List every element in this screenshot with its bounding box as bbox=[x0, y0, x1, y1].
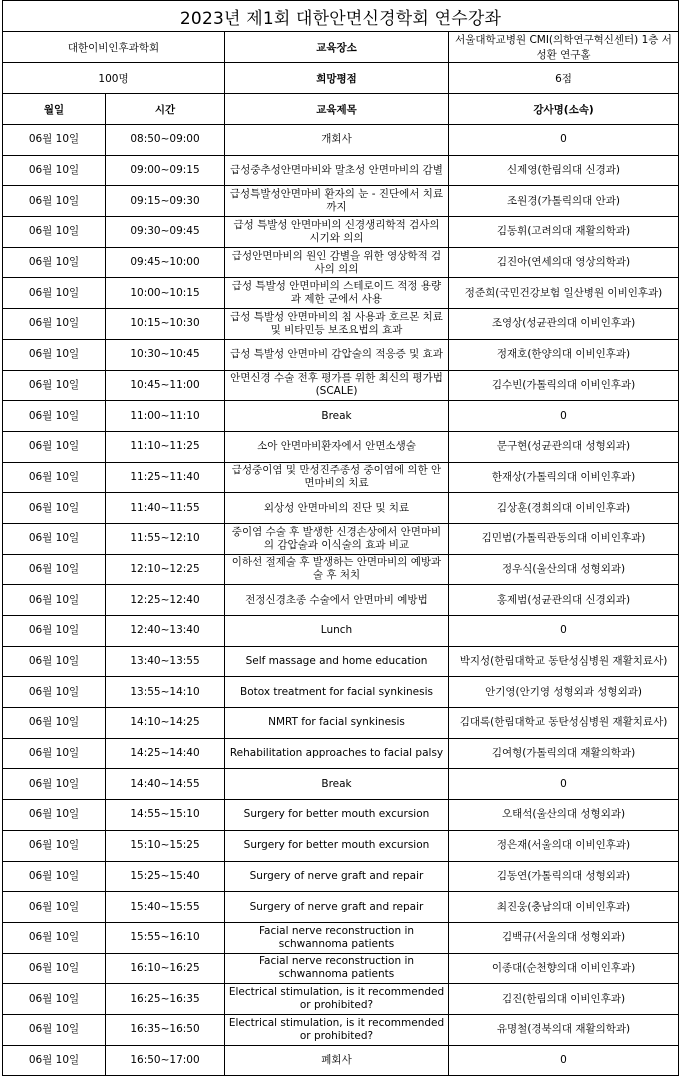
date-cell: 06월 10일 bbox=[3, 1045, 106, 1076]
lecturer-cell: 김대록(한림대학교 동탄성심병원 재활치료사) bbox=[449, 708, 679, 739]
time-cell: 10:00~10:15 bbox=[106, 278, 225, 309]
schedule-rows bbox=[3, 125, 679, 1076]
topic-cell: 전정신경초종 수술에서 안면마비 예방법 bbox=[225, 585, 449, 616]
lecturer-cell: 0 bbox=[449, 616, 679, 647]
header-date: 월일 bbox=[3, 94, 106, 125]
date-cell: 06월 10일 bbox=[3, 125, 106, 156]
time-cell: 14:40~14:55 bbox=[106, 769, 225, 800]
time-cell: 12:40~13:40 bbox=[106, 616, 225, 647]
table-row bbox=[3, 278, 679, 309]
table-row bbox=[3, 585, 679, 616]
schedule-table bbox=[2, 0, 679, 1076]
time-cell: 16:35~16:50 bbox=[106, 1014, 225, 1045]
lecturer-cell: 홍제범(성균관의대 신경외과) bbox=[449, 585, 679, 616]
date-cell: 06월 10일 bbox=[3, 922, 106, 953]
table-row bbox=[3, 125, 679, 156]
table-row bbox=[3, 769, 679, 800]
date-cell: 06월 10일 bbox=[3, 769, 106, 800]
table-row bbox=[3, 1014, 679, 1045]
table-row bbox=[3, 554, 679, 585]
date-cell: 06월 10일 bbox=[3, 339, 106, 370]
page-title: 2023년 제1회 대한안면신경학회 연수강좌 bbox=[3, 1, 679, 32]
date-cell: 06월 10일 bbox=[3, 493, 106, 524]
lecturer-cell: 0 bbox=[449, 1045, 679, 1076]
time-cell: 11:25~11:40 bbox=[106, 462, 225, 493]
date-cell: 06월 10일 bbox=[3, 462, 106, 493]
date-cell: 06월 10일 bbox=[3, 523, 106, 554]
dept-cell: 대한이비인후과학회 bbox=[3, 32, 225, 63]
time-cell: 09:45~10:00 bbox=[106, 247, 225, 278]
time-cell: 11:40~11:55 bbox=[106, 493, 225, 524]
date-cell: 06월 10일 bbox=[3, 646, 106, 677]
topic-cell: Facial nerve reconstruction in schwannoma patients bbox=[225, 922, 449, 953]
header-time: 시간 bbox=[106, 94, 225, 125]
date-cell: 06월 10일 bbox=[3, 953, 106, 984]
table-row bbox=[3, 370, 679, 401]
topic-cell: 외상성 안면마비의 진단 및 치료 bbox=[225, 493, 449, 524]
table-row bbox=[3, 309, 679, 340]
topic-cell: Facial nerve reconstruction in schwannoma patients bbox=[225, 953, 449, 984]
table-row bbox=[3, 217, 679, 248]
lecturer-cell: 유명철(경북의대 재활의학과) bbox=[449, 1014, 679, 1045]
topic-cell: 급성중추성안면마비와 말초성 안면마비의 감별 bbox=[225, 155, 449, 186]
date-cell: 06월 10일 bbox=[3, 247, 106, 278]
topic-cell: Lunch bbox=[225, 616, 449, 647]
lecturer-cell: 신제영(한림의대 신경과) bbox=[449, 155, 679, 186]
topic-cell: Botox treatment for facial synkinesis bbox=[225, 677, 449, 708]
time-cell: 15:40~15:55 bbox=[106, 892, 225, 923]
time-cell: 12:25~12:40 bbox=[106, 585, 225, 616]
time-cell: 14:10~14:25 bbox=[106, 708, 225, 739]
lecturer-cell: 한재상(가톨릭의대 이비인후과) bbox=[449, 462, 679, 493]
table-row bbox=[3, 616, 679, 647]
time-cell: 09:15~09:30 bbox=[106, 186, 225, 217]
time-cell: 09:00~09:15 bbox=[106, 155, 225, 186]
topic-cell: Rehabilitation approaches to facial palsy bbox=[225, 738, 449, 769]
date-cell: 06월 10일 bbox=[3, 738, 106, 769]
date-cell: 06월 10일 bbox=[3, 309, 106, 340]
score-value: 6점 bbox=[449, 63, 679, 94]
topic-cell: 안면신경 수술 전후 평가를 위한 최신의 평가법(SCALE) bbox=[225, 370, 449, 401]
lecturer-cell: 조원경(가톨릭의대 안과) bbox=[449, 186, 679, 217]
table-row bbox=[3, 493, 679, 524]
time-cell: 11:00~11:10 bbox=[106, 401, 225, 432]
lecturer-cell: 0 bbox=[449, 769, 679, 800]
lecturer-cell: 김민범(가톨릭관동의대 이비인후과) bbox=[449, 523, 679, 554]
lecturer-cell: 오태석(울산의대 성형외과) bbox=[449, 800, 679, 831]
score-label: 희망평점 bbox=[225, 63, 449, 94]
table-row bbox=[3, 892, 679, 923]
topic-cell: Self massage and home education bbox=[225, 646, 449, 677]
lecturer-cell: 김진아(연세의대 영상의학과) bbox=[449, 247, 679, 278]
lecturer-cell: 문구현(성균관의대 성형외과) bbox=[449, 431, 679, 462]
time-cell: 13:55~14:10 bbox=[106, 677, 225, 708]
header-lecturer: 강사명(소속) bbox=[449, 94, 679, 125]
table-row bbox=[3, 677, 679, 708]
date-cell: 06월 10일 bbox=[3, 1014, 106, 1045]
lecturer-cell: 박지성(한림대학교 동탄성심병원 재활치료사) bbox=[449, 646, 679, 677]
table-row bbox=[3, 462, 679, 493]
lecturer-cell: 정준희(국민건강보험 일산병원 이비인후과) bbox=[449, 278, 679, 309]
time-cell: 11:55~12:10 bbox=[106, 523, 225, 554]
date-cell: 06월 10일 bbox=[3, 585, 106, 616]
lecturer-cell: 조영상(성균관의대 이비인후과) bbox=[449, 309, 679, 340]
lecturer-cell: 안기영(안기영 성형외과 성형외과) bbox=[449, 677, 679, 708]
header-row bbox=[3, 94, 679, 125]
topic-cell: 급성 특발성 안면마비의 스테로이드 적정 용량과 제한 군에서 사용 bbox=[225, 278, 449, 309]
date-cell: 06월 10일 bbox=[3, 186, 106, 217]
table-row bbox=[3, 155, 679, 186]
time-cell: 15:25~15:40 bbox=[106, 861, 225, 892]
table-row bbox=[3, 523, 679, 554]
date-cell: 06월 10일 bbox=[3, 431, 106, 462]
table-row bbox=[3, 431, 679, 462]
topic-cell: 중이염 수술 후 발생한 신경손상에서 안면마비의 감압술과 이식술의 효과 비교 bbox=[225, 523, 449, 554]
date-cell: 06월 10일 bbox=[3, 616, 106, 647]
time-cell: 14:55~15:10 bbox=[106, 800, 225, 831]
topic-cell: 이하선 절제술 후 발생하는 안면마비의 예방과 술 후 처치 bbox=[225, 554, 449, 585]
lecturer-cell: 이종대(순천향의대 이비인후과) bbox=[449, 953, 679, 984]
table-row bbox=[3, 922, 679, 953]
time-cell: 11:10~11:25 bbox=[106, 431, 225, 462]
place-label: 교육장소 bbox=[225, 32, 449, 63]
table-row bbox=[3, 953, 679, 984]
table-row bbox=[3, 861, 679, 892]
lecturer-cell: 김여형(가톨릭의대 재활의학과) bbox=[449, 738, 679, 769]
lecturer-cell: 김백규(서울의대 성형외과) bbox=[449, 922, 679, 953]
topic-cell: 급성 특발성 안면마비의 침 사용과 호르몬 치료 및 비타민등 보조요법의 효과 bbox=[225, 309, 449, 340]
time-cell: 14:25~14:40 bbox=[106, 738, 225, 769]
table-row bbox=[3, 800, 679, 831]
topic-cell: Surgery of nerve graft and repair bbox=[225, 861, 449, 892]
topic-cell: 급성 특발성 안면마비 감압술의 적응증 및 효과 bbox=[225, 339, 449, 370]
count-cell: 100명 bbox=[3, 63, 225, 94]
time-cell: 15:55~16:10 bbox=[106, 922, 225, 953]
lecturer-cell: 김수빈(가톨릭의대 이비인후과) bbox=[449, 370, 679, 401]
table-row bbox=[3, 708, 679, 739]
lecturer-cell: 김동연(가톨릭의대 성형외과) bbox=[449, 861, 679, 892]
time-cell: 10:45~11:00 bbox=[106, 370, 225, 401]
date-cell: 06월 10일 bbox=[3, 861, 106, 892]
date-cell: 06월 10일 bbox=[3, 708, 106, 739]
topic-cell: Surgery for better mouth excursion bbox=[225, 830, 449, 861]
topic-cell: Break bbox=[225, 769, 449, 800]
time-cell: 16:50~17:00 bbox=[106, 1045, 225, 1076]
date-cell: 06월 10일 bbox=[3, 800, 106, 831]
table-row bbox=[3, 339, 679, 370]
date-cell: 06월 10일 bbox=[3, 984, 106, 1015]
table-row bbox=[3, 830, 679, 861]
info-row-score bbox=[3, 63, 679, 94]
date-cell: 06월 10일 bbox=[3, 830, 106, 861]
table-row bbox=[3, 186, 679, 217]
topic-cell: 소아 안면마비환자에서 안면소생술 bbox=[225, 431, 449, 462]
topic-cell: 급성특발성안면마비 환자의 눈 - 진단에서 치료까지 bbox=[225, 186, 449, 217]
time-cell: 13:40~13:55 bbox=[106, 646, 225, 677]
lecturer-cell: 최진웅(충남의대 이비인후과) bbox=[449, 892, 679, 923]
lecturer-cell: 0 bbox=[449, 401, 679, 432]
date-cell: 06월 10일 bbox=[3, 401, 106, 432]
lecturer-cell: 김진(한림의대 이비인후과) bbox=[449, 984, 679, 1015]
time-cell: 09:30~09:45 bbox=[106, 217, 225, 248]
info-row-place bbox=[3, 32, 679, 63]
lecturer-cell: 정재호(한양의대 이비인후과) bbox=[449, 339, 679, 370]
lecturer-cell: 김동휘(고려의대 재활의학과) bbox=[449, 217, 679, 248]
time-cell: 16:25~16:35 bbox=[106, 984, 225, 1015]
topic-cell: 급성중이염 및 만성진주종성 중이염에 의한 안면마비의 치료 bbox=[225, 462, 449, 493]
time-cell: 10:30~10:45 bbox=[106, 339, 225, 370]
topic-cell: Electrical stimulation, is it recommended or prohibited? bbox=[225, 1014, 449, 1045]
time-cell: 16:10~16:25 bbox=[106, 953, 225, 984]
time-cell: 15:10~15:25 bbox=[106, 830, 225, 861]
time-cell: 12:10~12:25 bbox=[106, 554, 225, 585]
topic-cell: Electrical stimulation, is it recommended or prohibited? bbox=[225, 984, 449, 1015]
lecturer-cell: 김상훈(경희의대 이비인후과) bbox=[449, 493, 679, 524]
topic-cell: 개회사 bbox=[225, 125, 449, 156]
table-row bbox=[3, 738, 679, 769]
topic-cell: NMRT for facial synkinesis bbox=[225, 708, 449, 739]
topic-cell: 급성안면마비의 원인 감별을 위한 영상학적 검사의 의의 bbox=[225, 247, 449, 278]
time-cell: 08:50~09:00 bbox=[106, 125, 225, 156]
date-cell: 06월 10일 bbox=[3, 155, 106, 186]
table-row bbox=[3, 984, 679, 1015]
lecturer-cell: 정우식(울산의대 성형외과) bbox=[449, 554, 679, 585]
topic-cell: Surgery for better mouth excursion bbox=[225, 800, 449, 831]
topic-cell: Break bbox=[225, 401, 449, 432]
date-cell: 06월 10일 bbox=[3, 892, 106, 923]
date-cell: 06월 10일 bbox=[3, 554, 106, 585]
table-row bbox=[3, 247, 679, 278]
date-cell: 06월 10일 bbox=[3, 217, 106, 248]
topic-cell: Surgery of nerve graft and repair bbox=[225, 892, 449, 923]
date-cell: 06월 10일 bbox=[3, 278, 106, 309]
time-cell: 10:15~10:30 bbox=[106, 309, 225, 340]
table-row bbox=[3, 646, 679, 677]
date-cell: 06월 10일 bbox=[3, 370, 106, 401]
date-cell: 06월 10일 bbox=[3, 677, 106, 708]
topic-cell: 급성 특발성 안면마비의 신경생리학적 검사의 시기와 의의 bbox=[225, 217, 449, 248]
table-row bbox=[3, 1045, 679, 1076]
table-row bbox=[3, 401, 679, 432]
place-value: 서울대학교병원 CMI(의학연구혁신센터) 1층 서성환 연구홀 bbox=[449, 32, 679, 63]
header-topic: 교육제목 bbox=[225, 94, 449, 125]
topic-cell: 폐회사 bbox=[225, 1045, 449, 1076]
lecturer-cell: 정은재(서울의대 이비인후과) bbox=[449, 830, 679, 861]
lecturer-cell: 0 bbox=[449, 125, 679, 156]
